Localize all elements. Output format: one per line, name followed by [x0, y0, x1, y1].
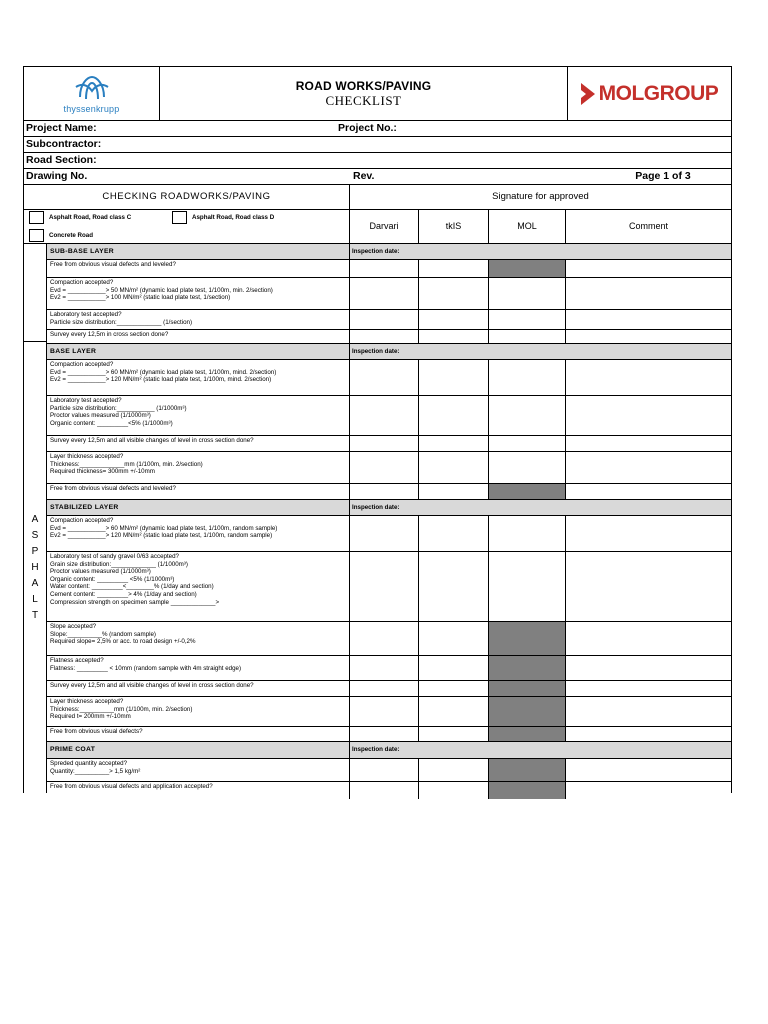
asphalt-letter-5: A	[31, 578, 39, 589]
darvari-cell[interactable]	[350, 516, 419, 551]
item-line: Required thickness= 300mm +/-10mm	[50, 468, 155, 476]
item-line: Proctor values measured (1/1000m³)	[50, 412, 151, 420]
section-row-stabilized	[47, 500, 731, 516]
comment-cell[interactable]	[566, 330, 731, 343]
item-line: Ev2 = ___________> 120 MN/m² (static load plate test, 1/100m, random sample)	[50, 532, 273, 540]
project-no-label: Project No.:	[338, 122, 397, 134]
mol-cell-disabled	[489, 697, 566, 726]
road-type-options	[24, 210, 350, 243]
mol-cell-disabled	[489, 759, 566, 781]
subcontractor-row	[24, 137, 731, 153]
tkis-cell[interactable]	[419, 759, 489, 781]
tkis-cell[interactable]	[419, 622, 489, 655]
tkis-cell[interactable]	[419, 727, 489, 741]
comment-header: Comment	[628, 221, 668, 231]
darvari-cell[interactable]	[350, 782, 419, 799]
tkis-header: tkIS	[419, 210, 489, 243]
table-row	[47, 697, 731, 727]
asphalt-column	[24, 342, 47, 793]
mol-cell-disabled	[489, 782, 566, 799]
table-row	[47, 310, 731, 330]
item-line: Organic content: _________<5% (1/1000m³)	[50, 419, 173, 427]
page-number: Page 1 of 3	[635, 170, 691, 182]
item-line: Particle size distribution:___________ (1/1000m³)	[50, 404, 187, 412]
table-row	[47, 260, 731, 278]
road-type-row	[24, 210, 731, 244]
darvari-header: Darvari	[350, 210, 419, 243]
darvari-cell[interactable]	[350, 484, 419, 499]
item-line: Cement content: _________> 4% (1/day and section)	[50, 590, 197, 598]
title-line-1: ROAD WORKS/PAVING	[295, 78, 432, 93]
mol-header: MOL	[489, 210, 566, 243]
comment-cell[interactable]	[566, 278, 731, 309]
comment-cell[interactable]	[566, 436, 731, 451]
darvari-cell[interactable]	[350, 360, 419, 395]
asphalt-letter-1: A	[31, 514, 39, 525]
tkis-cell[interactable]	[419, 310, 489, 329]
comment-cell[interactable]	[566, 656, 731, 680]
item-text: Survey every 12,5m and all visible changes of level in cross section done?	[47, 681, 350, 696]
darvari-cell[interactable]	[350, 697, 419, 726]
item-line: Layer thickness accepted?	[50, 453, 124, 460]
table-row	[47, 681, 731, 697]
item-text	[47, 396, 350, 435]
checklist-sheet	[23, 66, 732, 793]
item-text	[47, 516, 350, 551]
item-text: Free from obvious visual defects and leveled?	[47, 260, 350, 277]
subcontractor-label: Subcontractor:	[26, 138, 102, 150]
inspection-date-label: Inspection date:	[352, 504, 400, 511]
darvari-cell[interactable]	[350, 310, 419, 329]
asphalt-letter-2: S	[31, 530, 39, 541]
thyssenkrupp-emblem-icon	[72, 73, 112, 103]
item-line: Layer thickness accepted?	[50, 698, 124, 705]
molgroup-arrow-icon	[581, 83, 595, 105]
table-row	[47, 656, 731, 681]
checklist-body	[24, 244, 731, 793]
item-line: Evd = ___________> 60 MN/m² (dynamic load plate test, 1/100m, random sample)	[50, 524, 278, 532]
inspection-date-label: Inspection date:	[352, 746, 400, 753]
darvari-cell[interactable]	[350, 330, 419, 343]
item-text	[47, 622, 350, 655]
table-row	[47, 759, 731, 782]
tkis-cell[interactable]	[419, 697, 489, 726]
rev-label: Rev.	[353, 170, 375, 182]
comment-cell[interactable]	[566, 360, 731, 395]
road-section-label: Road Section:	[26, 154, 97, 166]
comment-cell[interactable]	[566, 681, 731, 696]
tkis-cell[interactable]	[419, 484, 489, 499]
table-row	[47, 436, 731, 452]
comment-cell[interactable]	[566, 452, 731, 483]
comment-cell[interactable]	[566, 310, 731, 329]
item-line: Quantity:__________> 1,5 kg/m²	[50, 767, 141, 775]
project-row	[24, 121, 731, 137]
item-text	[47, 759, 350, 781]
comment-cell[interactable]	[566, 396, 731, 435]
item-text: Free from obvious visual defects and application accepted?	[47, 782, 350, 799]
asphalt-d-label: Asphalt Road, Road class D	[192, 213, 275, 221]
item-line: Flatness: _________ < 10mm (random sample with 4m straight edge)	[50, 664, 242, 672]
tkis-cell[interactable]	[419, 516, 489, 551]
table-row	[47, 396, 731, 436]
item-text	[47, 552, 350, 621]
darvari-cell[interactable]	[350, 278, 419, 309]
mol-cell-disabled	[489, 622, 566, 655]
item-line: Water content: _________<________% (1/day and section)	[50, 583, 214, 591]
checking-header: CHECKING ROADWORKS/PAVING	[24, 185, 350, 209]
item-text: Free from obvious visual defects and leveled?	[47, 484, 350, 499]
concrete-label: Concrete Road	[49, 231, 94, 239]
tkis-cell[interactable]	[419, 782, 489, 799]
item-text	[47, 360, 350, 395]
tkis-cell[interactable]	[419, 681, 489, 696]
table-row	[47, 452, 731, 484]
tkis-cell[interactable]	[419, 552, 489, 621]
tkis-cell[interactable]	[419, 360, 489, 395]
darvari-cell[interactable]	[350, 656, 419, 680]
column-header-row	[24, 185, 731, 210]
item-line: Compaction accepted?	[50, 279, 114, 286]
thyssenkrupp-wordmark: thyssenkrupp	[63, 104, 120, 114]
mol-cell-disabled	[489, 484, 566, 499]
item-line: Thickness:_____________mm (1/100m, min. 2/section)	[50, 460, 203, 468]
section-title: STABILIZED LAYER	[47, 500, 350, 515]
tkis-cell[interactable]	[419, 330, 489, 343]
mol-cell-disabled	[489, 681, 566, 696]
table-row	[47, 622, 731, 656]
item-text: Free from obvious visual defects?	[47, 727, 350, 741]
molgroup-logo	[568, 67, 731, 120]
item-line: Compression strength on specimen sample _____________>	[50, 598, 220, 606]
mol-cell-disabled	[489, 656, 566, 680]
tkis-cell[interactable]	[419, 436, 489, 451]
mol-cell[interactable]	[489, 310, 566, 329]
item-text	[47, 310, 350, 329]
item-line: Evd = ___________> 50 MN/m² (dynamic load plate test, 1/100m, min. 2/section)	[50, 286, 273, 294]
inspection-date-label: Inspection date:	[352, 348, 400, 355]
darvari-cell[interactable]	[350, 727, 419, 741]
comment-cell[interactable]	[566, 552, 731, 621]
tkis-cell[interactable]	[419, 260, 489, 277]
item-line: Compaction accepted?	[50, 361, 114, 368]
tkis-cell[interactable]	[419, 452, 489, 483]
mol-cell[interactable]	[489, 552, 566, 621]
comment-cell[interactable]	[566, 516, 731, 551]
mol-cell[interactable]	[489, 396, 566, 435]
comment-cell[interactable]	[566, 759, 731, 781]
molgroup-wordmark: MOLGROUP	[598, 81, 719, 105]
asphalt-letter-4: H	[31, 562, 39, 573]
darvari-cell[interactable]	[350, 552, 419, 621]
mol-cell[interactable]	[489, 452, 566, 483]
tkis-cell[interactable]	[419, 656, 489, 680]
item-line: Laboratory test accepted?	[50, 311, 122, 318]
drawing-no-label: Drawing No.	[26, 170, 88, 182]
item-text	[47, 697, 350, 726]
mol-cell[interactable]	[489, 330, 566, 343]
item-line: Grain size distribution:_____________ (1/1000m³)	[50, 560, 188, 568]
comment-cell[interactable]	[566, 260, 731, 277]
item-line: Laboratory test of sandy gravel 0/63 accepted?	[50, 553, 179, 560]
table-row	[47, 552, 731, 622]
item-text	[47, 656, 350, 680]
item-line: Proctor values measured (1/1000m³)	[50, 568, 151, 576]
item-line: Ev2 = ___________> 100 MN/m² (static load plate test, 1/section)	[50, 294, 231, 302]
item-line: Required t= 200mm +/-10mm	[50, 713, 131, 721]
table-row	[47, 782, 731, 799]
signature-header: Signature for approved	[492, 191, 589, 202]
concrete-checkbox[interactable]	[29, 229, 44, 242]
mol-cell[interactable]	[489, 516, 566, 551]
mol-cell[interactable]	[489, 360, 566, 395]
tkis-cell[interactable]	[419, 278, 489, 309]
section-row-base	[47, 344, 731, 360]
comment-cell[interactable]	[566, 622, 731, 655]
mol-cell-disabled	[489, 260, 566, 277]
comment-cell[interactable]	[566, 727, 731, 741]
darvari-cell[interactable]	[350, 681, 419, 696]
asphalt-d-checkbox[interactable]	[172, 211, 187, 224]
item-line: Thickness:__________mm (1/100m, min. 2/section)	[50, 705, 193, 713]
item-line: Slope accepted?	[50, 623, 97, 630]
table-row	[47, 278, 731, 310]
asphalt-column-top	[24, 244, 47, 342]
tkis-cell[interactable]	[419, 396, 489, 435]
section-title: SUB-BASE LAYER	[47, 244, 350, 259]
item-line: Spreded quantity accepted?	[50, 760, 128, 767]
item-text	[47, 278, 350, 309]
darvari-cell[interactable]	[350, 396, 419, 435]
road-section-row	[24, 153, 731, 169]
item-line: Laboratory test accepted?	[50, 397, 122, 404]
asphalt-c-checkbox[interactable]	[29, 211, 44, 224]
section-row-subbase	[47, 244, 731, 260]
darvari-cell[interactable]	[350, 622, 419, 655]
comment-cell[interactable]	[566, 697, 731, 726]
item-text: Survey every 12,5m in cross section done?	[47, 330, 350, 343]
comment-cell[interactable]	[566, 484, 731, 499]
comment-cell[interactable]	[566, 782, 731, 799]
table-row	[47, 516, 731, 552]
mol-cell-disabled	[489, 727, 566, 741]
darvari-cell[interactable]	[350, 452, 419, 483]
mol-cell[interactable]	[489, 436, 566, 451]
darvari-cell[interactable]	[350, 260, 419, 277]
table-row	[47, 330, 731, 344]
drawing-row	[24, 169, 731, 185]
item-line: Slope:__________% (random sample)	[50, 630, 156, 638]
darvari-cell[interactable]	[350, 759, 419, 781]
document-title	[160, 67, 568, 120]
item-line: Organic content: _________ <5% (1/1000m³)	[50, 575, 175, 583]
item-line: Evd = ___________> 60 MN/m² (dynamic load plate test, 1/100m, mind. 2/section)	[50, 368, 277, 376]
title-line-2: CHECKLIST	[325, 92, 402, 108]
item-line: Particle size distribution:_____________ (1/section)	[50, 318, 193, 326]
darvari-cell[interactable]	[350, 436, 419, 451]
section-row-prime	[47, 742, 731, 759]
item-line: Ev2 = ___________> 120 MN/m² (static load plate test, 1/100m, mind. 2/section)	[50, 376, 272, 384]
item-line: Compaction accepted?	[50, 517, 114, 524]
inspection-date-label: Inspection date:	[352, 248, 400, 255]
section-title: BASE LAYER	[47, 344, 350, 359]
asphalt-letter-3: P	[31, 546, 39, 557]
item-text: Survey every 12,5m and all visible changes of level in cross section done?	[47, 436, 350, 451]
item-line: Flatness accepted?	[50, 657, 104, 664]
asphalt-c-label: Asphalt Road, Road class C	[49, 213, 132, 221]
section-title: PRIME COAT	[47, 742, 350, 758]
checklist-grid	[47, 244, 731, 799]
asphalt-letter-6: L	[32, 594, 38, 605]
mol-cell[interactable]	[489, 278, 566, 309]
thyssenkrupp-logo	[24, 67, 160, 120]
table-row	[47, 360, 731, 396]
table-row	[47, 727, 731, 742]
project-name-label: Project Name:	[26, 122, 97, 134]
asphalt-letter-7: T	[31, 610, 39, 621]
item-text	[47, 452, 350, 483]
table-row	[47, 484, 731, 500]
document-header	[24, 67, 731, 121]
item-line: Required slope= 2,5% or acc. to road design +/-0,2%	[50, 638, 196, 646]
